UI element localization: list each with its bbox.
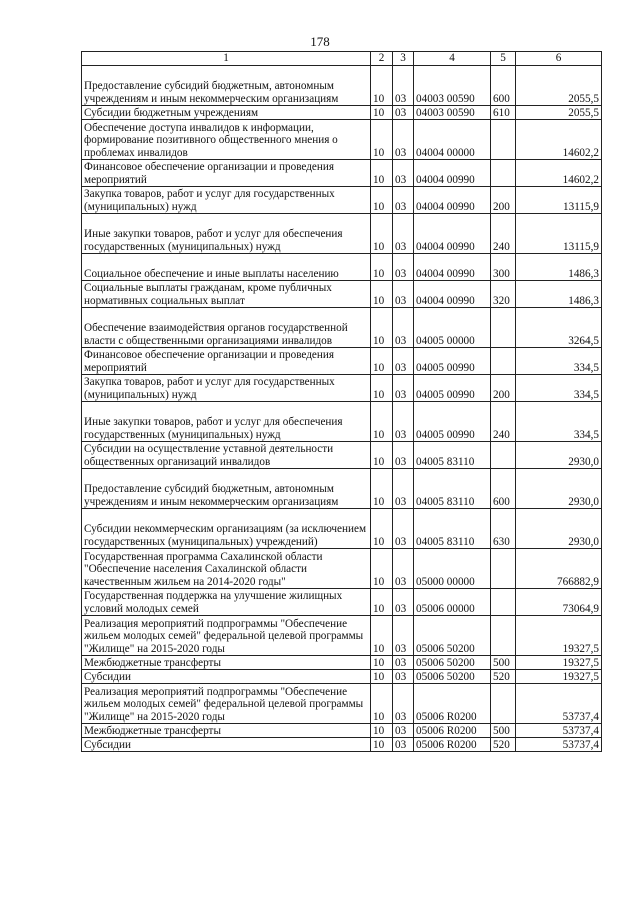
row-name-cell: Межбюджетные трансферты	[82, 724, 371, 738]
row-expense-type-cell: 500	[491, 656, 516, 670]
row-section-cell: 10	[371, 589, 393, 616]
row-section-cell: 10	[371, 66, 393, 106]
row-section-cell: 10	[371, 656, 393, 670]
row-section-cell: 10	[371, 402, 393, 442]
row-subsection-cell: 03	[393, 670, 414, 684]
row-name-cell: Реализация мероприятий подпрограммы "Обеспечение жильем молодых семей" федеральной целевой программы "Жилище" на 2015-2020 годы	[82, 616, 371, 656]
row-amount-cell: 2930,0	[516, 509, 602, 549]
table-row	[82, 724, 602, 738]
row-name-cell: Социальные выплаты гражданам, кроме публичных нормативных социальных выплат	[82, 281, 371, 308]
row-target-code-cell: 04005 83110	[414, 469, 491, 509]
row-subsection-cell: 03	[393, 187, 414, 214]
row-expense-type-cell	[491, 120, 516, 160]
row-amount-cell: 2055,5	[516, 66, 602, 106]
row-name-cell: Обеспечение доступа инвалидов к информации, формирование позитивного общественного мнения о проблемах инвалидов	[82, 120, 371, 160]
table-row	[82, 254, 602, 281]
row-target-code-cell: 04004 00990	[414, 214, 491, 254]
table-row	[82, 738, 602, 752]
table-row	[82, 402, 602, 442]
page-number: 178	[310, 34, 330, 49]
header-cell: 1	[82, 52, 371, 66]
row-target-code-cell: 04005 00990	[414, 375, 491, 402]
row-amount-cell: 13115,9	[516, 214, 602, 254]
row-amount-cell: 53737,4	[516, 684, 602, 724]
row-expense-type-cell	[491, 616, 516, 656]
row-target-code-cell: 04005 00990	[414, 348, 491, 375]
row-amount-cell: 53737,4	[516, 724, 602, 738]
row-subsection-cell: 03	[393, 509, 414, 549]
row-expense-type-cell	[491, 684, 516, 724]
row-amount-cell: 766882,9	[516, 549, 602, 589]
row-amount-cell: 14602,2	[516, 120, 602, 160]
row-expense-type-cell	[491, 589, 516, 616]
row-amount-cell: 2930,0	[516, 469, 602, 509]
row-name-cell: Финансовое обеспечение организации и проведения мероприятий	[82, 160, 371, 187]
row-subsection-cell: 03	[393, 106, 414, 120]
budget-table	[81, 51, 602, 752]
table-row	[82, 616, 602, 656]
row-target-code-cell: 04004 00990	[414, 254, 491, 281]
row-section-cell: 10	[371, 442, 393, 469]
table-row	[82, 469, 602, 509]
row-section-cell: 10	[371, 469, 393, 509]
row-section-cell: 10	[371, 187, 393, 214]
table-row	[82, 670, 602, 684]
row-amount-cell: 334,5	[516, 402, 602, 442]
table-body	[82, 66, 602, 752]
row-amount-cell: 334,5	[516, 375, 602, 402]
header-cell: 5	[491, 52, 516, 66]
row-expense-type-cell: 300	[491, 254, 516, 281]
table-row	[82, 684, 602, 724]
row-amount-cell: 13115,9	[516, 187, 602, 214]
header-cell: 6	[516, 52, 602, 66]
row-name-cell: Субсидии	[82, 738, 371, 752]
table-row	[82, 375, 602, 402]
row-subsection-cell: 03	[393, 375, 414, 402]
row-target-code-cell: 04004 00000	[414, 120, 491, 160]
row-target-code-cell: 04004 00990	[414, 160, 491, 187]
row-name-cell: Предоставление субсидий бюджетным, автономным учреждениям и иным некоммерческим организациям	[82, 469, 371, 509]
row-name-cell: Закупка товаров, работ и услуг для государственных (муниципальных) нужд	[82, 375, 371, 402]
row-section-cell: 10	[371, 684, 393, 724]
row-expense-type-cell: 240	[491, 402, 516, 442]
row-amount-cell: 2055,5	[516, 106, 602, 120]
row-name-cell: Субсидии на осуществление уставной деятельности общественных организаций инвалидов	[82, 442, 371, 469]
table-row	[82, 66, 602, 106]
row-target-code-cell: 05006 R0200	[414, 684, 491, 724]
row-name-cell: Реализация мероприятий подпрограммы "Обеспечение жильем молодых семей" федеральной целевой программы "Жилище" на 2015-2020 годы	[82, 684, 371, 724]
table-row	[82, 308, 602, 348]
row-section-cell: 10	[371, 549, 393, 589]
row-section-cell: 10	[371, 348, 393, 375]
row-subsection-cell: 03	[393, 402, 414, 442]
row-target-code-cell: 04005 83110	[414, 442, 491, 469]
row-subsection-cell: 03	[393, 308, 414, 348]
row-name-cell: Закупка товаров, работ и услуг для государственных (муниципальных) нужд	[82, 187, 371, 214]
row-subsection-cell: 03	[393, 656, 414, 670]
row-target-code-cell: 04003 00590	[414, 66, 491, 106]
row-target-code-cell: 04003 00590	[414, 106, 491, 120]
row-subsection-cell: 03	[393, 66, 414, 106]
row-expense-type-cell: 320	[491, 281, 516, 308]
row-target-code-cell: 04004 00990	[414, 281, 491, 308]
row-section-cell: 10	[371, 670, 393, 684]
row-target-code-cell: 04005 00990	[414, 402, 491, 442]
row-amount-cell: 1486,3	[516, 254, 602, 281]
row-subsection-cell: 03	[393, 442, 414, 469]
row-target-code-cell: 05006 R0200	[414, 738, 491, 752]
row-name-cell: Государственная программа Сахалинской области "Обеспечение населения Сахалинской области качественным жильем на 2014-2020 годы"	[82, 549, 371, 589]
row-subsection-cell: 03	[393, 469, 414, 509]
header-cell: 2	[371, 52, 393, 66]
row-expense-type-cell: 200	[491, 187, 516, 214]
row-amount-cell: 73064,9	[516, 589, 602, 616]
row-name-cell: Межбюджетные трансферты	[82, 656, 371, 670]
table-row	[82, 442, 602, 469]
row-subsection-cell: 03	[393, 160, 414, 187]
row-section-cell: 10	[371, 120, 393, 160]
row-expense-type-cell: 500	[491, 724, 516, 738]
row-expense-type-cell: 630	[491, 509, 516, 549]
table-row	[82, 348, 602, 375]
row-name-cell: Субсидии бюджетным учреждениям	[82, 106, 371, 120]
row-subsection-cell: 03	[393, 724, 414, 738]
row-name-cell: Социальное обеспечение и иные выплаты населению	[82, 254, 371, 281]
row-name-cell: Предоставление субсидий бюджетным, автономным учреждениям и иным некоммерческим организациям	[82, 66, 371, 106]
row-expense-type-cell: 610	[491, 106, 516, 120]
row-section-cell: 10	[371, 254, 393, 281]
row-subsection-cell: 03	[393, 214, 414, 254]
row-expense-type-cell: 600	[491, 66, 516, 106]
row-name-cell: Государственная поддержка на улучшение жилищных условий молодых семей	[82, 589, 371, 616]
header-cell: 4	[414, 52, 491, 66]
row-target-code-cell: 05006 R0200	[414, 724, 491, 738]
row-expense-type-cell	[491, 549, 516, 589]
row-target-code-cell: 04004 00990	[414, 187, 491, 214]
row-amount-cell: 2930,0	[516, 442, 602, 469]
row-expense-type-cell: 200	[491, 375, 516, 402]
table-row	[82, 120, 602, 160]
row-amount-cell: 19327,5	[516, 656, 602, 670]
table-row	[82, 656, 602, 670]
row-subsection-cell: 03	[393, 120, 414, 160]
row-section-cell: 10	[371, 509, 393, 549]
row-section-cell: 10	[371, 214, 393, 254]
row-name-cell: Иные закупки товаров, работ и услуг для обеспечения государственных (муниципальных) нужд	[82, 402, 371, 442]
row-amount-cell: 14602,2	[516, 160, 602, 187]
row-subsection-cell: 03	[393, 254, 414, 281]
row-section-cell: 10	[371, 616, 393, 656]
row-target-code-cell: 04005 83110	[414, 509, 491, 549]
row-amount-cell: 1486,3	[516, 281, 602, 308]
row-section-cell: 10	[371, 308, 393, 348]
row-target-code-cell: 05000 00000	[414, 549, 491, 589]
row-target-code-cell: 04005 00000	[414, 308, 491, 348]
row-expense-type-cell	[491, 160, 516, 187]
row-target-code-cell: 05006 00000	[414, 589, 491, 616]
row-subsection-cell: 03	[393, 281, 414, 308]
table-row	[82, 589, 602, 616]
row-name-cell: Финансовое обеспечение организации и проведения мероприятий	[82, 348, 371, 375]
row-expense-type-cell	[491, 308, 516, 348]
row-name-cell: Субсидии некоммерческим организациям (за исключением государственных (муниципальных) учреждений)	[82, 509, 371, 549]
row-target-code-cell: 05006 50200	[414, 670, 491, 684]
table-row	[82, 187, 602, 214]
row-subsection-cell: 03	[393, 738, 414, 752]
row-name-cell: Обеспечение взаимодействия органов государственной власти с общественными организациями инвалидов	[82, 308, 371, 348]
row-expense-type-cell	[491, 442, 516, 469]
row-subsection-cell: 03	[393, 549, 414, 589]
row-subsection-cell: 03	[393, 616, 414, 656]
row-amount-cell: 19327,5	[516, 616, 602, 656]
row-section-cell: 10	[371, 375, 393, 402]
table-header-row	[82, 52, 602, 66]
row-amount-cell: 3264,5	[516, 308, 602, 348]
header-cell: 3	[393, 52, 414, 66]
table-row	[82, 160, 602, 187]
row-amount-cell: 334,5	[516, 348, 602, 375]
row-subsection-cell: 03	[393, 589, 414, 616]
row-section-cell: 10	[371, 160, 393, 187]
table-row	[82, 214, 602, 254]
row-amount-cell: 19327,5	[516, 670, 602, 684]
row-section-cell: 10	[371, 724, 393, 738]
row-subsection-cell: 03	[393, 348, 414, 375]
row-target-code-cell: 05006 50200	[414, 616, 491, 656]
row-name-cell: Иные закупки товаров, работ и услуг для обеспечения государственных (муниципальных) нужд	[82, 214, 371, 254]
row-section-cell: 10	[371, 281, 393, 308]
table-row	[82, 549, 602, 589]
table-row	[82, 509, 602, 549]
row-expense-type-cell: 520	[491, 670, 516, 684]
row-name-cell: Субсидии	[82, 670, 371, 684]
row-expense-type-cell	[491, 348, 516, 375]
table-row	[82, 281, 602, 308]
row-expense-type-cell: 240	[491, 214, 516, 254]
table-row	[82, 106, 602, 120]
row-expense-type-cell: 520	[491, 738, 516, 752]
row-target-code-cell: 05006 50200	[414, 656, 491, 670]
row-section-cell: 10	[371, 106, 393, 120]
row-expense-type-cell: 600	[491, 469, 516, 509]
row-amount-cell: 53737,4	[516, 738, 602, 752]
row-section-cell: 10	[371, 738, 393, 752]
row-subsection-cell: 03	[393, 684, 414, 724]
